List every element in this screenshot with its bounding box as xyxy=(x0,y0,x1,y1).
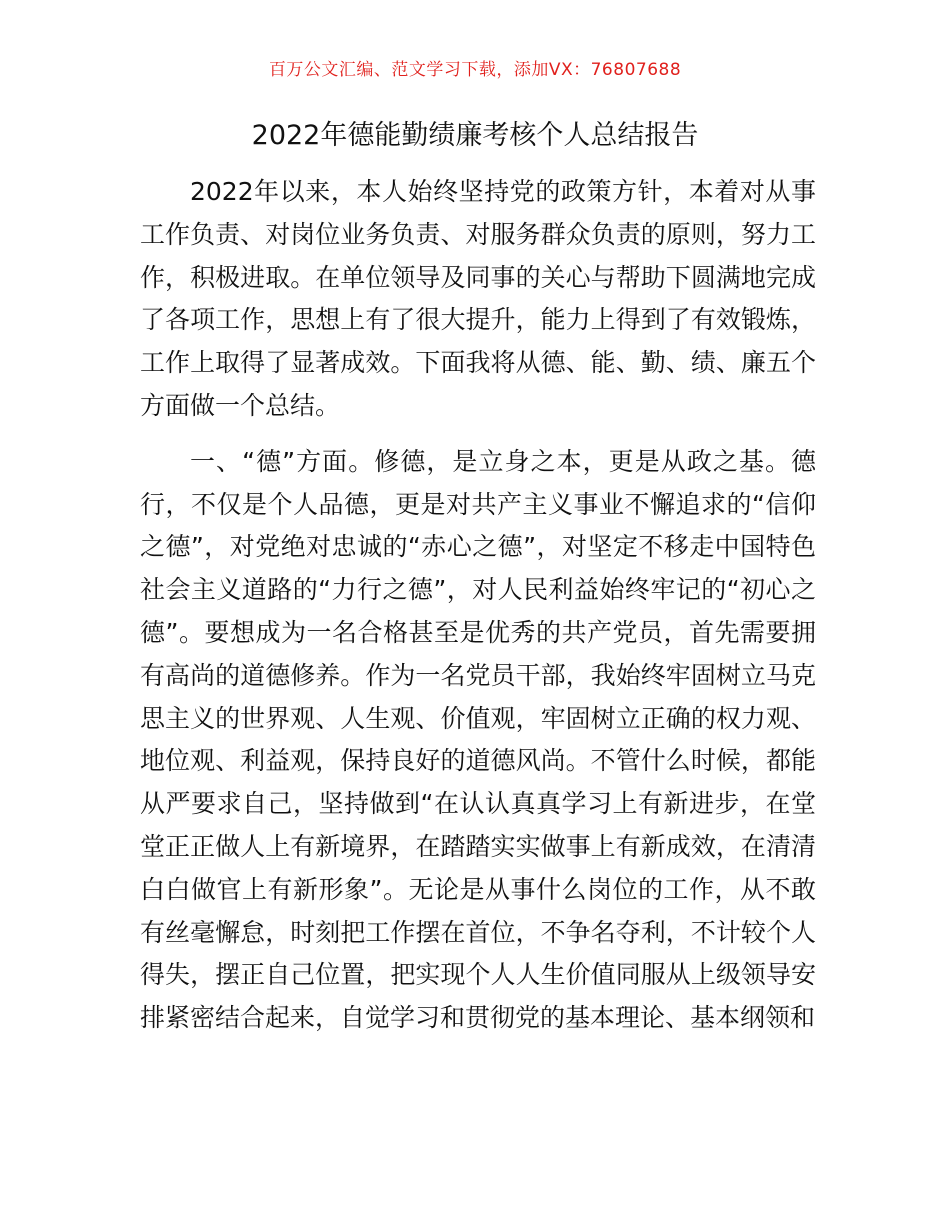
document-body xyxy=(140,171,816,1053)
paragraph-intro: 2022年以来，本人始终坚持党的政策方针，本着对从事工作负责、对岗位业务负责、对服务群众负责的原则，努力工作，积极进取。在单位领导及同事的关心与帮助下圆满地完成了各项工作，思想上有了很大提升，能力上得到了有效锻炼，工作上取得了显著成效。下面我将从德、能、勤、绩、廉五个方面做一个总结。 xyxy=(140,177,816,420)
paragraph-section-de: 一、“德”方面。修德，是立身之本，更是从政之基。德行，不仅是个人品德，更是对共产主义事业不懈追求的“信仰之德”，对党绝对忠诚的“赤心之德”，对坚定不移走中国特色社会主义道路的“力行之德”，对人民利益始终牢记的“初心之德”。要想成为一名合格甚至是优秀的共产党员，首先需要拥有高尚的道德修养。作为一名党员干部，我始终牢固树立马克思主义的世界观、人生观、价值观，牢固树立正确的权力观、地位观、利益观，保持良好的道德风尚。不管什么时候，都能从严要求自己，坚持做到“在认认真真学习上有新进步，在堂堂正正做人上有新境界，在踏踏实实做事上有新成效，在清清白白做官上有新形象”。无论是从事什么岗位的工作，从不敢有丝毫懈怠，时刻把工作摆在首位，不争名夺利，不计较个人得失，摆正自己位置，把实现个人人生价值同服从上级领导安排紧密结合起来，自觉学习和贯彻党的基本理论、基本纲领和 xyxy=(140,446,816,1033)
document-title: 2022年德能勤绩廉考核个人总结报告 xyxy=(251,120,699,151)
download-notice: 百万公文汇编、范文学习下载，添加VX：76807688 xyxy=(268,60,682,80)
